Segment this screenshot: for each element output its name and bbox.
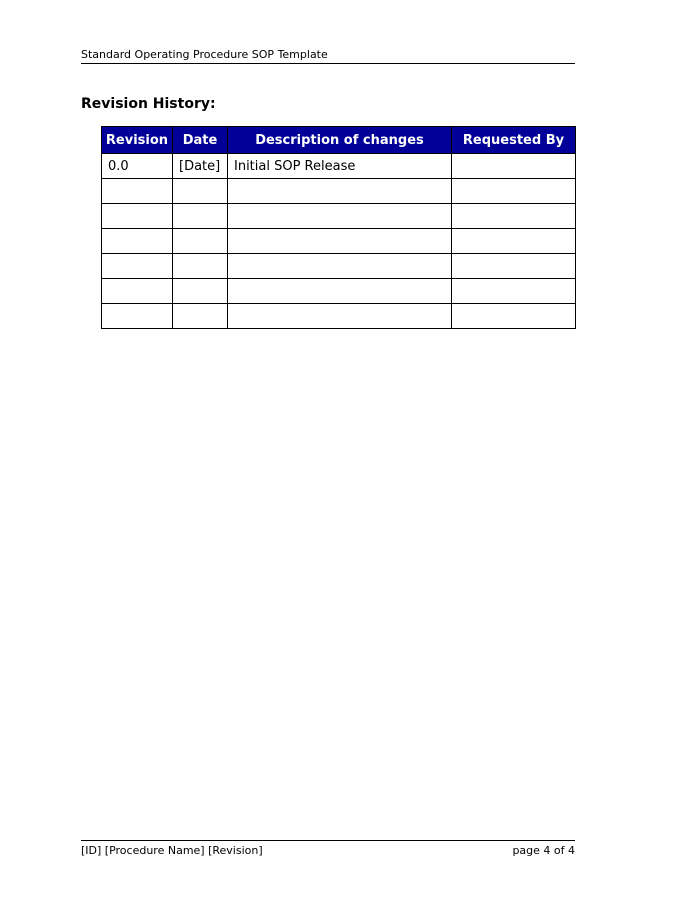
- cell-revision: [102, 204, 173, 229]
- cell-date: [173, 279, 228, 304]
- cell-description: [228, 204, 452, 229]
- revision-history-heading: Revision History:: [81, 96, 216, 112]
- cell-requested-by: [452, 154, 576, 179]
- table-row: [102, 254, 576, 279]
- cell-description: [228, 254, 452, 279]
- cell-revision: [102, 279, 173, 304]
- column-header-requested-by: Requested By: [452, 127, 576, 154]
- footer-page-number: page 4 of 4: [512, 844, 575, 857]
- cell-date: [173, 179, 228, 204]
- cell-date: [173, 304, 228, 329]
- cell-date: [Date]: [173, 154, 228, 179]
- column-header-date: Date: [173, 127, 228, 154]
- table-row: [102, 304, 576, 329]
- cell-revision: [102, 179, 173, 204]
- table-header-row: [102, 127, 576, 154]
- column-header-description: Description of changes: [228, 127, 452, 154]
- table-row: [102, 154, 576, 179]
- cell-description: [228, 179, 452, 204]
- cell-requested-by: [452, 254, 576, 279]
- cell-revision: 0.0: [102, 154, 173, 179]
- cell-requested-by: [452, 179, 576, 204]
- page-footer: [81, 840, 575, 860]
- cell-requested-by: [452, 204, 576, 229]
- revision-history-table: [101, 126, 576, 329]
- cell-revision: [102, 304, 173, 329]
- cell-description: [228, 304, 452, 329]
- cell-description: [228, 279, 452, 304]
- cell-revision: [102, 229, 173, 254]
- table-row: [102, 204, 576, 229]
- cell-requested-by: [452, 279, 576, 304]
- column-header-revision: Revision: [102, 127, 173, 154]
- table-row: [102, 179, 576, 204]
- page-header: [81, 47, 575, 64]
- cell-date: [173, 229, 228, 254]
- table-row: [102, 229, 576, 254]
- header-title: Standard Operating Procedure SOP Template: [81, 48, 328, 61]
- table-row: [102, 279, 576, 304]
- cell-date: [173, 254, 228, 279]
- cell-description: [228, 229, 452, 254]
- footer-document-id: [ID] [Procedure Name] [Revision]: [81, 844, 263, 857]
- cell-description: Initial SOP Release: [228, 154, 452, 179]
- cell-revision: [102, 254, 173, 279]
- cell-requested-by: [452, 304, 576, 329]
- cell-date: [173, 204, 228, 229]
- cell-requested-by: [452, 229, 576, 254]
